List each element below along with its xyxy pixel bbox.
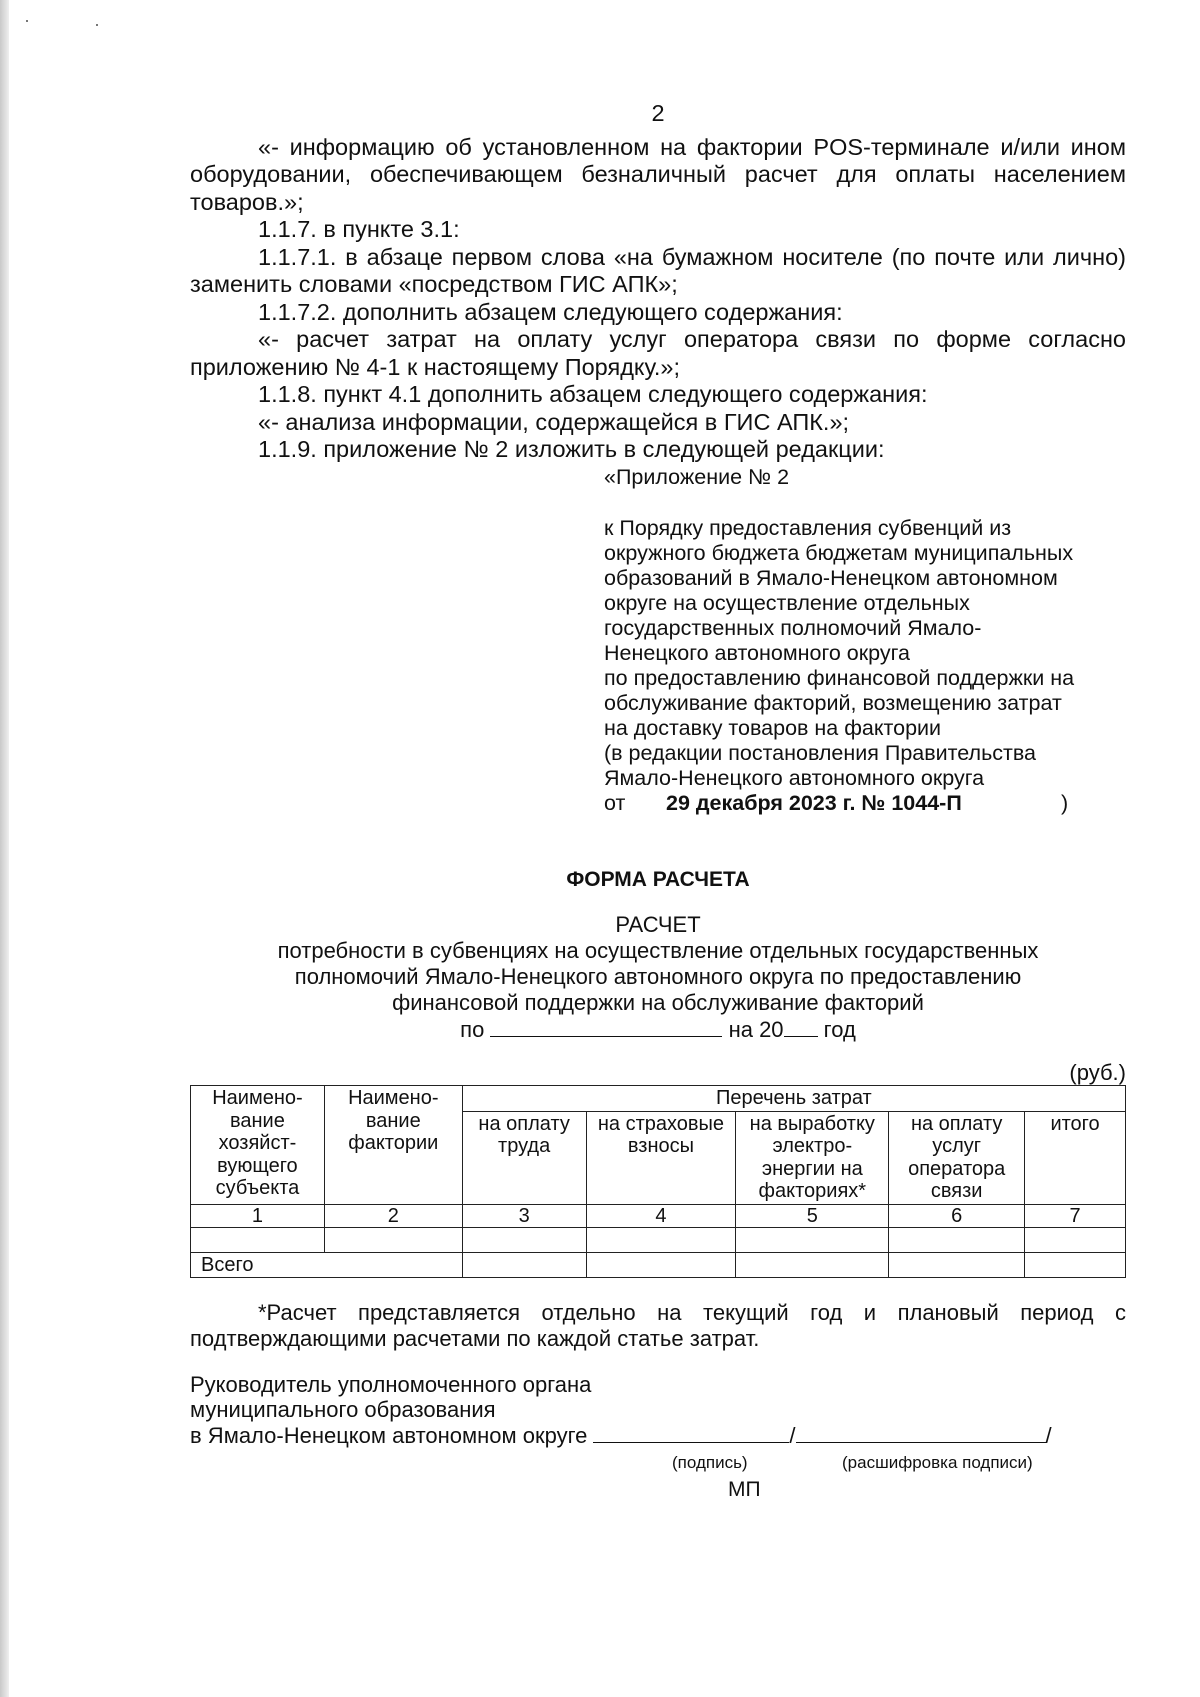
- column-number: 5: [736, 1204, 889, 1227]
- scan-speck: [26, 20, 28, 22]
- slash: /: [1045, 1423, 1052, 1448]
- appendix-line: на доставку товаров на фактории: [604, 715, 942, 740]
- appendix-line: образований в Ямало-Ненецком автономном: [604, 565, 1058, 590]
- appendix-line: обслуживание факторий, возмещению затрат: [604, 690, 1062, 715]
- table-total-row: [191, 1252, 1126, 1278]
- date-suffix: ): [1061, 790, 1069, 815]
- po-label: по: [460, 1017, 485, 1042]
- calc-title: РАСЧЕТ: [615, 912, 701, 937]
- paragraph: 1.1.8. пункт 4.1 дополнить абзацем следующего содержания:: [258, 381, 928, 407]
- scan-left-edge: [0, 0, 9, 1697]
- paragraph: «- расчет затрат на оплату услуг оператора связи по форме согласно приложению № 4-1 к настоящему Порядку.»;: [190, 326, 1126, 380]
- appendix-line: к Порядку предоставления субвенций из: [604, 515, 1012, 540]
- signature-blank: [593, 1422, 789, 1443]
- caption-signature: (подпись): [672, 1453, 748, 1472]
- god-label: год: [823, 1017, 856, 1042]
- year-label: на 20: [728, 1017, 784, 1042]
- scan-speck: [96, 24, 98, 26]
- form-title: ФОРМА РАСЧЕТА: [566, 867, 750, 891]
- signature-captions: [190, 1450, 1126, 1475]
- header-costs-group: Перечень затрат: [462, 1086, 1125, 1112]
- header-insurance: на страховые взносы: [586, 1111, 736, 1204]
- header-factory: Наимено-вание фактории: [324, 1086, 462, 1205]
- appendix-title: «Приложение № 2: [604, 464, 790, 489]
- document-page: [190, 100, 1126, 1502]
- region-blank: [490, 1016, 722, 1037]
- resolution-date: 29 декабря 2023 г. № 1044-П: [666, 790, 962, 815]
- appendix-line: Ненецкого автономного округа: [604, 640, 910, 665]
- footnote: *Расчет представляется отдельно на текущий год и плановый период с подтверждающими расчетами по каждой статье затрат.: [190, 1300, 1126, 1351]
- column-number: 4: [586, 1204, 736, 1227]
- signature-row: [190, 1422, 1126, 1448]
- signature-line: в Ямало-Ненецком автономном округе: [190, 1423, 588, 1448]
- paragraph: «- анализа информации, содержащейся в ГИС АПК.»;: [258, 408, 850, 435]
- appendix-header: [604, 465, 1126, 816]
- paragraph: 1.1.7.2. дополнить абзацем следующего содержания:: [258, 298, 843, 325]
- calc-period-line: [190, 1016, 1126, 1043]
- caption-decode: (расшифровка подписи): [842, 1453, 1033, 1472]
- column-number: 3: [462, 1204, 586, 1227]
- header-labor: на оплату труда: [462, 1111, 586, 1204]
- paragraph: 1.1.9. приложение № 2 изложить в следующей редакции:: [258, 436, 885, 462]
- signature-line: муниципального образования: [190, 1397, 496, 1422]
- signature-block: [190, 1372, 1126, 1502]
- header-total: итого: [1025, 1111, 1126, 1204]
- calc-subtitle-line: финансовой поддержки на обслуживание факторий: [392, 990, 924, 1015]
- page-number: 2: [651, 100, 665, 126]
- units-label: (руб.): [1069, 1060, 1126, 1085]
- header-electricity: на выработку электро-энергии на факториях*: [736, 1111, 889, 1204]
- appendix-line: Ямало-Ненецкого автономного округа: [604, 765, 985, 790]
- appendix-line: (в редакции постановления Правительства: [604, 740, 1037, 765]
- appendix-line: по предоставлению финансовой поддержки на: [604, 665, 1075, 690]
- appendix-date-row: [604, 791, 1126, 816]
- header-telecom: на оплату услуг оператора связи: [889, 1111, 1025, 1204]
- total-label: Всего: [191, 1252, 463, 1278]
- signature-line: Руководитель уполномоченного органа: [190, 1372, 592, 1397]
- date-prefix: от: [604, 790, 626, 815]
- column-number: 1: [191, 1204, 325, 1227]
- appendix-line: округе на осуществление отдельных: [604, 590, 970, 615]
- decode-blank: [796, 1422, 1046, 1443]
- paragraph: «- информацию об установленном на фактории POS-терминале и/или ином оборудовании, обеспечивающем безналичный расчет для оплаты населением товаров.»;: [190, 133, 1126, 215]
- appendix-line: государственных полномочий Ямало-: [604, 615, 982, 640]
- year-blank: [784, 1016, 818, 1037]
- column-number: 2: [324, 1204, 462, 1227]
- column-number: 6: [889, 1204, 1025, 1227]
- calc-subtitle-line: потребности в субвенциях на осуществление отдельных государственных: [277, 938, 1039, 963]
- appendix-line: окружного бюджета бюджетам муниципальных: [604, 540, 1074, 565]
- slash: /: [789, 1423, 796, 1448]
- calculation-table: [190, 1085, 1126, 1278]
- calc-subtitle-line: полномочий Ямало-Ненецкого автономного округа по предоставлению: [294, 964, 1022, 989]
- table-row: [191, 1227, 1126, 1252]
- header-entity: Наимено-вание хозяйст-вующего субъекта: [191, 1086, 325, 1205]
- paragraph: 1.1.7. в пункте 3.1:: [258, 216, 460, 242]
- paragraph: 1.1.7.1. в абзаце первом слова «на бумажном носителе (по почте или лично) заменить словами «посредством ГИС АПК»;: [190, 243, 1126, 297]
- stamp-place: МП: [728, 1478, 761, 1501]
- column-number: 7: [1025, 1204, 1126, 1227]
